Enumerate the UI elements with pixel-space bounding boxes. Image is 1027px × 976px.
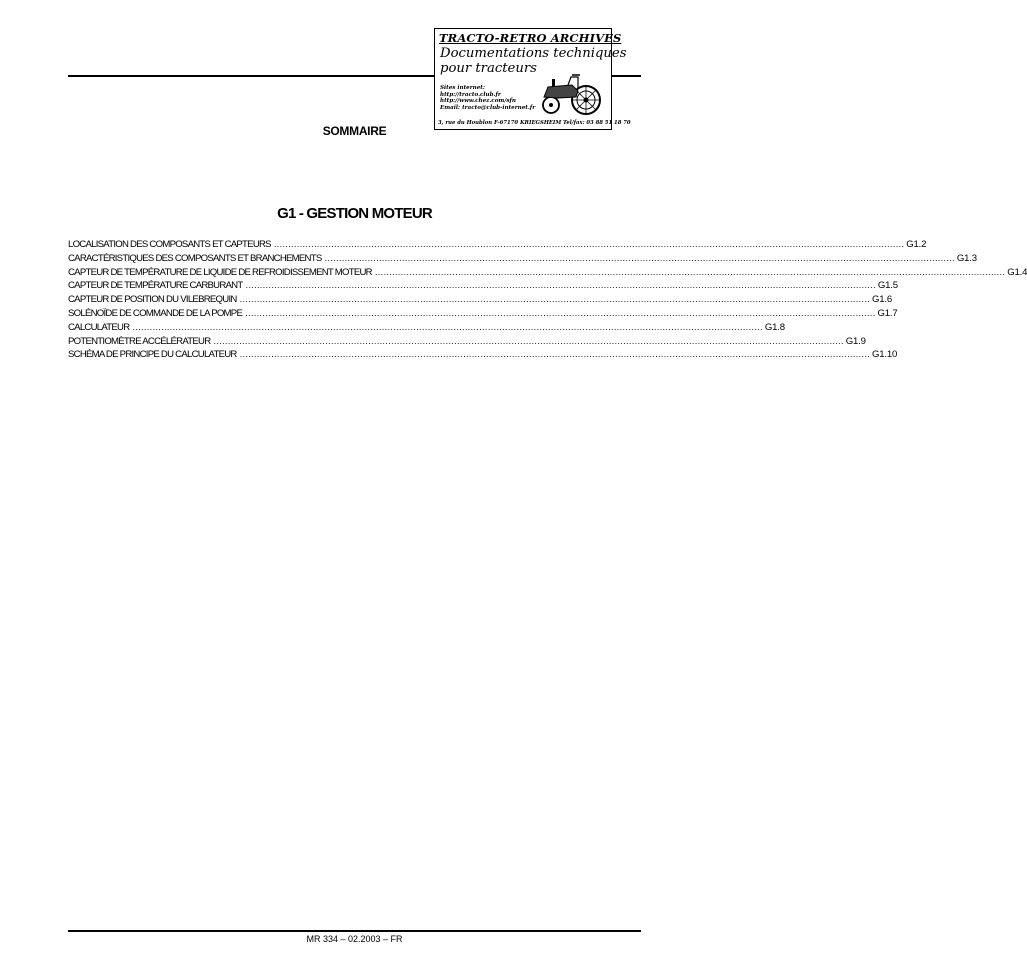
- toc-dot-leader: ............................................................................................................................................................................................................................: [239, 349, 870, 361]
- toc-entry-page: G1.2: [906, 239, 927, 250]
- toc-entry[interactable]: [68, 321, 785, 335]
- footer-reference: MR 334 – 02.2003 – FR: [306, 934, 403, 944]
- archive-stamp: [434, 28, 631, 130]
- toc-entry[interactable]: [68, 335, 866, 349]
- toc-entry-label: SOLÉNOÏDE DE COMMANDE DE LA POMPE: [68, 307, 243, 319]
- toc-entry[interactable]: [68, 266, 1027, 280]
- toc-entry-label: CAPTEUR DE TEMPÉRATURE CARBURANT: [68, 280, 243, 292]
- stamp-site-2: http://www.chez.com/sfn: [440, 98, 517, 105]
- toc-entry-page: G1.9: [845, 335, 866, 347]
- toc-entry[interactable]: [68, 293, 892, 307]
- table-of-contents: [68, 238, 1027, 362]
- footer-rule: [68, 930, 641, 932]
- toc-entry-label: CALCULATEUR: [68, 321, 130, 333]
- toc-dot-leader: ............................................................................................................................................................................................................................: [324, 252, 955, 264]
- stamp-site-1: http://tracto.club.fr: [440, 91, 501, 98]
- toc-entry-label: LOCALISATION DES COMPOSANTS ET CAPTEURS: [68, 239, 271, 250]
- toc-entry-label: SCHÉMA DE PRINCIPE DU CALCULATEUR: [68, 349, 237, 361]
- toc-entry[interactable]: [68, 252, 977, 266]
- toc-dot-leader: ............................................................................................................................................................................................................................: [213, 335, 844, 347]
- toc-dot-leader: ............................................................................................................................................................................................................................: [239, 294, 870, 306]
- toc-entry-label: POTENTIOMÈTRE ACCÉLÉRATEUR: [68, 335, 211, 347]
- toc-entry[interactable]: [68, 348, 898, 362]
- stamp-address: 3, rue du Houblon F-67170 KRIEGSHEIM Tel/fax: 03 88 51 18 70: [438, 120, 631, 126]
- toc-dot-leader: ............................................................................................................................................................................................................................: [245, 307, 876, 319]
- toc-entry-page: G1.4: [1007, 266, 1027, 278]
- toc-entry-label: CARACTÉRISTIQUES DES COMPOSANTS ET BRANCHEMENTS: [68, 252, 322, 264]
- toc-dot-leader: ............................................................................................................................................................................................................................: [374, 266, 1006, 278]
- toc-entry-page: G1.10: [872, 349, 898, 361]
- stamp-brand: TRACTO-RETRO ARCHIVES: [439, 31, 622, 45]
- toc-dot-leader: ............................................................................................................................................................................................................................: [273, 239, 905, 250]
- page-title: SOMMAIRE: [322, 124, 387, 138]
- toc-entry-label: CAPTEUR DE POSITION DU VILEBREQUIN: [68, 294, 237, 306]
- toc-entry-page: G1.7: [877, 307, 898, 319]
- stamp-contacts: [440, 85, 535, 111]
- tractor-icon: [538, 73, 606, 117]
- stamp-line-2: pour tracteurs: [440, 61, 537, 76]
- stamp-line-1: Documentations techniques: [440, 46, 627, 61]
- toc-entry-page: G1.6: [871, 294, 892, 306]
- toc-entry[interactable]: [68, 238, 927, 252]
- toc-dot-leader: ............................................................................................................................................................................................................................: [245, 280, 876, 292]
- toc-entry-page: G1.8: [764, 321, 785, 333]
- toc-entry-page: G1.3: [956, 252, 977, 264]
- stamp-email: Email: tracto@club-internet.fr: [440, 104, 536, 111]
- stamp-sites-label: Sites internet:: [440, 85, 485, 91]
- toc-entry-page: G1.5: [877, 280, 898, 292]
- toc-dot-leader: ............................................................................................................................................................................................................................: [132, 321, 763, 333]
- toc-entry-label: CAPTEUR DE TEMPÉRATURE DE LIQUIDE DE REFROIDISSEMENT MOTEUR: [68, 266, 372, 278]
- toc-entry[interactable]: [68, 307, 898, 321]
- toc-entry[interactable]: [68, 279, 898, 293]
- section-title: G1 - GESTION MOTEUR: [277, 205, 432, 222]
